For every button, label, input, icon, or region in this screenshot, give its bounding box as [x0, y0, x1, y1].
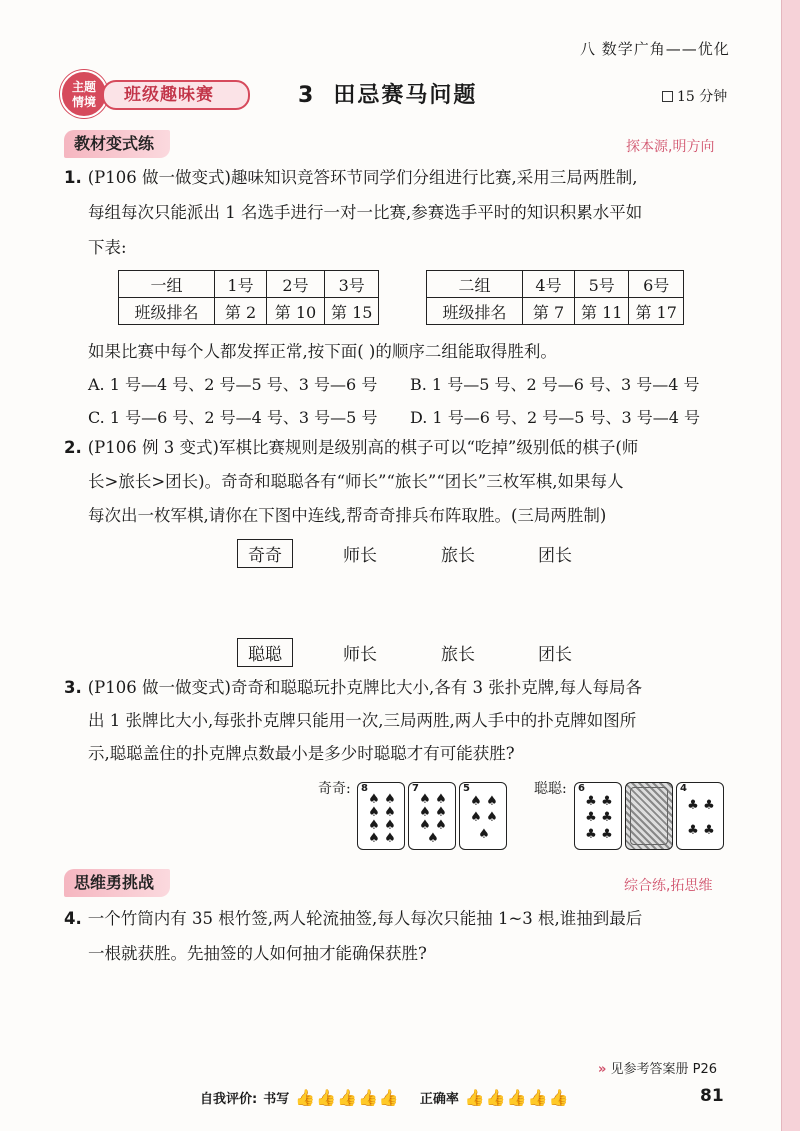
- spade-icon: ♠: [368, 805, 380, 820]
- card-rank: 8: [361, 783, 368, 794]
- q1-number: 1.: [64, 168, 82, 187]
- table-cell: 4号: [523, 271, 575, 298]
- section-note-challenge: 综合练,拓思维: [624, 878, 713, 894]
- spade-icon: ♠: [384, 818, 396, 833]
- q4-line1: [64, 908, 642, 930]
- chapter-heading: 八 数学广角——优化: [580, 40, 730, 58]
- table-cell: 1号: [215, 271, 267, 298]
- table-cell: 第 2: [215, 298, 267, 325]
- self-eval-label: 自我评价:: [200, 1092, 258, 1107]
- group1-table: [118, 270, 379, 325]
- congcong-cards-label: 聪聪:: [534, 781, 567, 797]
- q2-line3: 每次出一枚军棋,请你在下图中连线,帮奇奇排兵布阵取胜。(三局两胜制): [88, 506, 607, 525]
- q3-line1: [64, 677, 642, 699]
- table-cell: 班级排名: [119, 298, 215, 325]
- congcong-label: 聪聪: [237, 638, 293, 667]
- card-rank: 7: [412, 783, 419, 794]
- congcong-card-4: [676, 782, 724, 850]
- q1-line3: 下表:: [88, 238, 127, 257]
- table-cell: 5号: [575, 271, 629, 298]
- lesson-title-text: 田忌赛马问题: [333, 83, 478, 108]
- card-rank: 6: [578, 783, 585, 794]
- spade-icon: ♠: [419, 818, 431, 833]
- double-chevron-icon: »: [598, 1062, 607, 1077]
- q1-text-1: (P106 做一做变式)趣味知识竞答环节同学们分组进行比赛,采用三局两胜制,: [87, 168, 638, 187]
- accuracy-thumbs-rating[interactable]: 👍👍👍👍👍: [464, 1088, 570, 1107]
- club-icon: ♣: [585, 810, 597, 826]
- q1-option-a[interactable]: A. 1 号—4 号、2 号—5 号、3 号—6 号: [88, 375, 378, 394]
- answer-reference-text: 见参考答案册 P26: [610, 1062, 718, 1077]
- q3-line3: 示,聪聪盖住的扑克牌点数最小是多少时聪聪才有可能获胜?: [88, 744, 515, 763]
- group1-rank-row: [119, 298, 379, 325]
- congcong-piece-tuanzhang[interactable]: 团长: [538, 645, 572, 665]
- group1-header-row: [119, 271, 379, 298]
- table-cell: 6号: [629, 271, 683, 298]
- table-cell: 第 7: [523, 298, 575, 325]
- club-icon: ♣: [703, 798, 715, 813]
- table-cell: 第 10: [267, 298, 325, 325]
- q3-line2: 出 1 张牌比大小,每张扑克牌只能用一次,三局两胜,两人手中的扑克牌如图所: [88, 711, 637, 730]
- table-cell: 一组: [119, 271, 215, 298]
- table-cell: 第 17: [629, 298, 683, 325]
- club-icon: ♣: [703, 823, 715, 838]
- q4-line2: 一根就获胜。先抽签的人如何抽才能确保获胜?: [88, 944, 427, 963]
- spade-icon: ♠: [419, 792, 431, 807]
- table-cell: 班级排名: [427, 298, 523, 325]
- spade-icon: ♠: [368, 831, 380, 846]
- topic-circle-line1: 主题: [71, 80, 96, 94]
- spade-icon: ♠: [435, 818, 447, 833]
- club-icon: ♣: [601, 827, 613, 843]
- qiqi-card-5: [459, 782, 507, 850]
- card-pips: [366, 792, 398, 846]
- spade-icon: ♠: [470, 793, 482, 809]
- q2-number: 2.: [64, 438, 82, 457]
- topic-circle-line2: 情境: [71, 95, 96, 109]
- table-cell: 第 11: [575, 298, 629, 325]
- section-note-practice: 探本源,明方向: [626, 139, 715, 155]
- card-pips: [685, 793, 717, 843]
- clock-icon: [662, 91, 673, 102]
- spade-icon: ♠: [384, 831, 396, 846]
- qiqi-piece-lvzhang[interactable]: 旅长: [441, 546, 475, 566]
- group2-header-row: [427, 271, 684, 298]
- q4-text-1: 一个竹筒内有 35 根竹签,两人轮流抽签,每人每次只能抽 1~3 根,谁抽到最后: [87, 909, 643, 928]
- card-pips: [468, 793, 500, 843]
- self-evaluation: [200, 1088, 569, 1107]
- spade-icon: ♠: [384, 805, 396, 820]
- section-header-challenge: 思维勇挑战: [64, 869, 170, 897]
- club-icon: ♣: [687, 798, 699, 813]
- spade-icon: ♠: [419, 805, 431, 820]
- group2-rank-row: [427, 298, 684, 325]
- club-icon: ♣: [687, 823, 699, 838]
- q3-text-1: (P106 做一做变式)奇奇和聪聪玩扑克牌比大小,各有 3 张扑克牌,每人每局各: [87, 678, 642, 697]
- spade-icon: ♠: [486, 793, 498, 809]
- congcong-card-6: [574, 782, 622, 850]
- spade-icon: ♠: [384, 792, 396, 807]
- time-text: 15 分钟: [677, 89, 728, 105]
- club-icon: ♣: [601, 810, 613, 826]
- q1-option-c[interactable]: C. 1 号—6 号、2 号—4 号、3 号—5 号: [88, 408, 378, 427]
- section-header-practice: 教材变式练: [64, 130, 170, 158]
- table-cell: 2号: [267, 271, 325, 298]
- table-cell: 第 15: [325, 298, 379, 325]
- q2-line2: 长>旅长>团长)。奇奇和聪聪各有“师长”“旅长”“团长”三枚军棋,如果每人: [88, 472, 624, 491]
- spade-icon: ♠: [470, 810, 482, 826]
- topic-circle: [60, 70, 108, 118]
- congcong-piece-shizhang[interactable]: 师长: [343, 645, 377, 665]
- club-icon: ♣: [585, 827, 597, 843]
- qiqi-piece-tuanzhang[interactable]: 团长: [538, 546, 572, 566]
- qiqi-piece-shizhang[interactable]: 师长: [343, 546, 377, 566]
- qiqi-cards-label: 奇奇:: [318, 781, 351, 797]
- card-pips: [583, 793, 615, 843]
- spade-icon: ♠: [368, 818, 380, 833]
- club-icon: ♣: [601, 793, 613, 809]
- q1-question: 如果比赛中每个人都发挥正常,按下面( )的顺序二组能取得胜利。: [88, 342, 557, 361]
- spade-icon: ♠: [368, 792, 380, 807]
- card-rank: 4: [680, 783, 687, 794]
- group2-table: [426, 270, 684, 325]
- q1-line1: [64, 167, 637, 189]
- club-icon: ♣: [585, 793, 597, 809]
- spade-icon: ♠: [427, 831, 439, 846]
- time-estimate: [662, 86, 727, 106]
- qiqi-label: 奇奇: [237, 539, 293, 568]
- answer-reference[interactable]: [598, 1058, 717, 1077]
- q1-line2: 每组每次只能派出 1 名选手进行一对一比赛,参赛选手平时的知识积累水平如: [88, 203, 643, 222]
- lesson-title: [298, 78, 477, 109]
- table-cell: 二组: [427, 271, 523, 298]
- accuracy-label: 正确率: [419, 1092, 459, 1107]
- spade-icon: ♠: [435, 792, 447, 807]
- qiqi-card-8: [357, 782, 405, 850]
- table-cell: 3号: [325, 271, 379, 298]
- topic-tag: 班级趣味赛: [102, 80, 250, 110]
- page-number: 81: [700, 1086, 724, 1106]
- card-rank: 5: [463, 783, 470, 794]
- lesson-number: 3: [298, 83, 316, 108]
- q1-option-b[interactable]: B. 1 号—5 号、2 号—6 号、3 号—4 号: [410, 375, 700, 394]
- writing-label: 书写: [263, 1092, 290, 1107]
- card-pips: [417, 792, 449, 846]
- q1-option-d[interactable]: D. 1 号—6 号、2 号—5 号、3 号—4 号: [410, 408, 701, 427]
- spade-icon: ♠: [478, 827, 490, 843]
- q2-text-1: (P106 例 3 变式)军棋比赛规则是级别高的棋子可以“吃掉”级别低的棋子(师: [87, 438, 639, 457]
- topic-badge: [60, 70, 255, 114]
- congcong-piece-lvzhang[interactable]: 旅长: [441, 645, 475, 665]
- q4-number: 4.: [64, 909, 82, 928]
- q2-line1: [64, 437, 638, 459]
- q3-number: 3.: [64, 678, 82, 697]
- writing-thumbs-rating[interactable]: 👍👍👍👍👍: [295, 1088, 400, 1107]
- congcong-hidden-card: [625, 782, 673, 850]
- spade-icon: ♠: [435, 805, 447, 820]
- spade-icon: ♠: [486, 810, 498, 826]
- qiqi-card-7: [408, 782, 456, 850]
